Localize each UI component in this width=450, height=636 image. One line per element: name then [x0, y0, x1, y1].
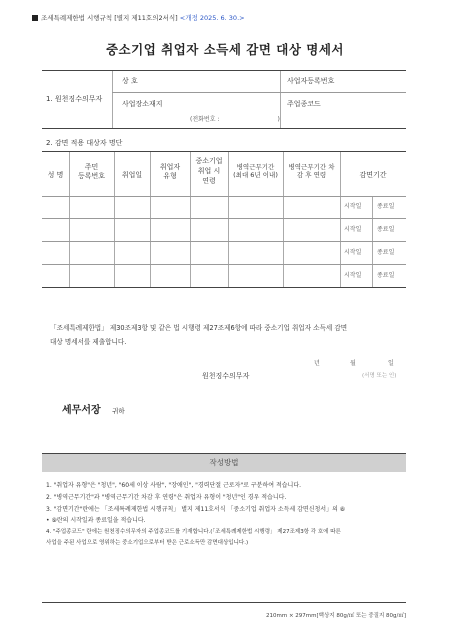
col-hire-age-header: 중소기업 취업 시 연령 — [195, 157, 223, 186]
industry-code-field[interactable]: 주업종코드 — [287, 100, 321, 108]
rule-table-top — [42, 151, 406, 152]
instruction-note: 사업을 주된 사업으로 영위하는 중소기업으로부터 받은 근로소득만 감면대상입니다.) — [46, 540, 249, 546]
instruction-note: 3. "감면기간"란에는 「조세특례제한법 시행규칙」 별지 제11호서식 「중소기업 취업자 소득세 감면신청서」의 ⑧ — [46, 506, 346, 513]
period-end-field[interactable]: 종료일 — [377, 203, 395, 210]
period-end-field[interactable]: 종료일 — [377, 272, 395, 279]
rule-v — [280, 71, 281, 128]
date-year: 년 — [314, 360, 320, 367]
col-hire-date-header: 취업일 — [121, 171, 143, 179]
instructions-title: 작성방법 — [209, 458, 239, 467]
company-name-field[interactable]: 상 호 — [122, 77, 138, 85]
rule-table-bottom — [42, 287, 406, 288]
period-start-field[interactable]: 시작일 — [344, 203, 362, 210]
col-name-header: 성 명 — [47, 171, 64, 179]
col-rrn-header: 주민 등록번호 — [77, 163, 106, 180]
period-end-field[interactable]: 종료일 — [377, 249, 395, 256]
col-worker-type-header: 취업자 유형 — [159, 163, 181, 180]
square-bullet-icon — [32, 15, 38, 21]
sign-hint[interactable]: (서명 또는 인) — [362, 373, 397, 379]
tax-office-addressee: 세무서장 귀하 — [62, 405, 125, 416]
instruction-note: 4. "주업종코드" 란에는 원천징수의무자의 주업종코드를 기재합니다.(「조세특례제한법 시행령」 제27조제3항 각 호에 따른 — [46, 529, 341, 535]
rule-section1-bottom — [42, 128, 406, 129]
document-title: 중소기업 취업자 소득세 감면 대상 명세서 — [105, 42, 345, 57]
phone-number-field[interactable]: (전화번호 : ) — [190, 116, 280, 123]
period-start-field[interactable]: 시작일 — [344, 272, 362, 279]
withholder-signer: 원천징수의무자 — [202, 372, 250, 380]
biz-reg-number-field[interactable]: 사업자등록번호 — [287, 77, 335, 85]
form-reference: 조세특례제한법 시행규칙 [별지 제11호의2서식] <개정 2025. 6. 30.> — [32, 13, 245, 22]
section2-label: 2. 감면 적용 대상자 명단 — [46, 139, 123, 147]
date-day: 일 — [388, 360, 394, 367]
instruction-note: 1. "취업자 유형"은 "청년", "60세 이상 사람", "장애인", "경력단절 근로자"로 구분하여 적습니다. — [46, 482, 302, 489]
col-exemption-period-header: 감면기간 — [359, 171, 387, 179]
date-month: 월 — [350, 360, 356, 367]
period-start-field[interactable]: 시작일 — [344, 249, 362, 256]
withholder-label: 1. 원천징수의무자 — [46, 95, 103, 103]
rule-v — [112, 71, 113, 128]
instruction-note: • ⑨란의 시작일과 종료일을 적습니다. — [46, 517, 146, 524]
period-start-field[interactable]: 시작일 — [344, 226, 362, 233]
rule-top — [42, 70, 406, 71]
revision-date: <개정 2025. 6. 30.> — [179, 14, 245, 22]
statement-line-1: 「조세특례제한법」 제30조제3항 및 같은 법 시행령 제27조제6항에 따라 중소기업 취업자 소득세 감면 — [50, 324, 348, 332]
paper-spec-footer: 210mm × 297mm[백상지 80g/㎡ 또는 중질지 80g/㎡] — [265, 613, 406, 619]
rule-h — [112, 92, 406, 93]
col-age-after-header: 병역근무기간 차 감 후 연령 — [288, 163, 335, 180]
period-end-field[interactable]: 종료일 — [377, 226, 395, 233]
instruction-note: 2. "병역근무기간"과 "병역근무기간 차감 후 연령"은 취업자 유형이 "청년"인 경우 적습니다. — [46, 494, 287, 501]
col-military-period-header: 병역근무기간 (최대 6년 이내) — [233, 163, 278, 180]
business-address-field[interactable]: 사업장소재지 — [122, 100, 163, 108]
statement-line-2: 대상 명세서를 제출합니다. — [50, 338, 127, 346]
